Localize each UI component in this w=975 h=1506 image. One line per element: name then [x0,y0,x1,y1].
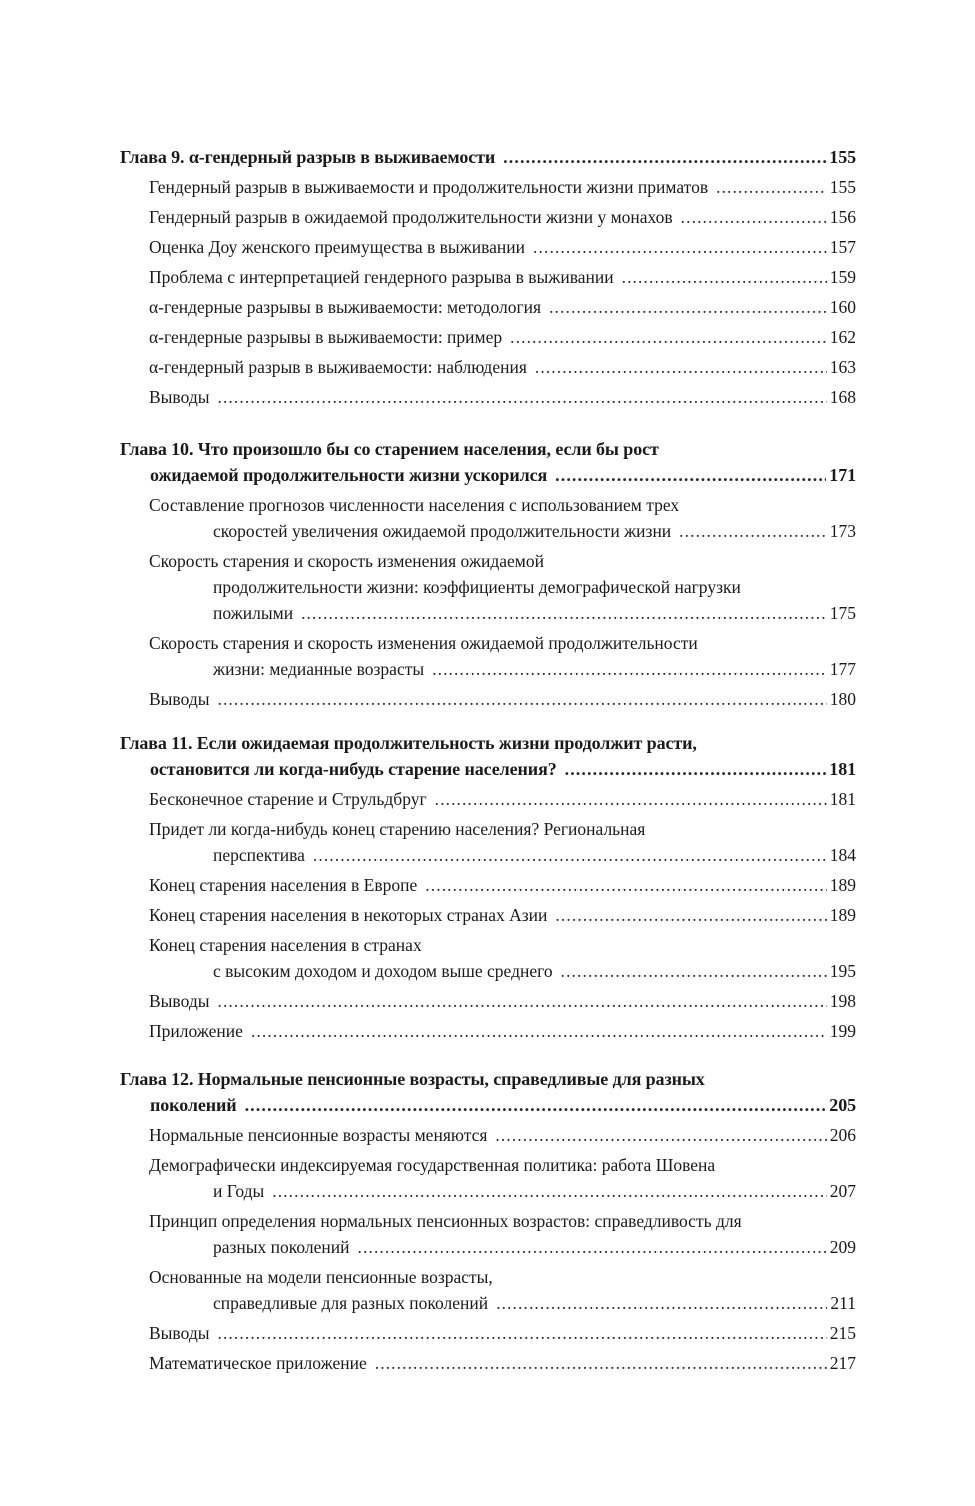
dot-leader [251,1018,827,1044]
page-number: 209 [829,1237,856,1257]
section-entry [120,1208,856,1260]
page-number: 180 [829,689,856,709]
section-title-text: Выводы [149,991,210,1011]
section-title-text: Гендерный разрыв в ожидаемой продолжительности жизни у монахов [149,207,673,227]
dot-leader [679,518,827,544]
section-line [149,1234,856,1260]
page-number: 199 [829,1021,856,1041]
section-entry [120,786,856,812]
section-entry [120,1320,856,1346]
page-number: 155 [829,177,856,197]
section-title-text: Бесконечное старение и Струльдбруг [149,789,427,809]
chapter-title-line [120,436,856,462]
chapter-title-line [120,730,856,756]
dot-leader [622,264,827,290]
dot-leader [495,1122,826,1148]
section-title-text: Конец старения населения в некоторых странах Азии [149,905,548,925]
section-line [149,1178,856,1204]
page-number: 157 [829,237,856,257]
dot-leader [510,324,827,350]
section-title-text: Выводы [149,1323,210,1343]
section-title-text: Конец старения населения в странах [149,935,422,955]
section-line [149,786,856,812]
section-line [149,958,856,984]
dot-leader [496,1290,827,1316]
section-line [149,600,856,626]
dot-leader [245,1092,827,1118]
section-title-text: Составление прогнозов численности населения с использованием трех [149,495,680,515]
dot-leader [272,1178,827,1204]
page-number: 168 [829,387,856,407]
section-line [149,1290,856,1316]
section-title-text: Проблема с интерпретацией гендерного разрыва в выживании [149,267,614,287]
chapter-title-text: Глава 12. Нормальные пенсионные возрасты, справедливые для разных [120,1069,705,1089]
dot-leader [313,842,827,868]
dot-leader [425,872,826,898]
section-title-text: скоростей увеличения ожидаемой продолжительности жизни [213,521,672,541]
section-line [149,656,856,682]
page-number: 173 [829,521,856,541]
section-entry [120,630,856,682]
section-line [149,324,856,350]
chapter-entry [120,436,856,712]
section-entry [120,988,856,1014]
dot-leader [716,174,827,200]
dot-leader [217,686,826,712]
dot-leader [217,988,826,1014]
section-line [149,686,856,712]
dot-leader [561,958,827,984]
section-entry [120,1122,856,1148]
section-title-text: Выводы [149,689,210,709]
page-number: 160 [829,297,856,317]
section-title-text: Демографически индексируемая государственная политика: работа Шовена [149,1155,716,1175]
section-title-text: Конец старения населения в Европе [149,875,418,895]
dot-leader [217,1320,826,1346]
section-title-text: Принцип определения нормальных пенсионных возрастов: справедливость для [149,1211,742,1231]
chapter-entry [120,144,856,410]
section-entry [120,686,856,712]
page-number: 195 [829,961,856,981]
section-line [149,988,856,1014]
section-title-text: перспектива [213,845,305,865]
section-line [149,518,856,544]
section-title-text: Оценка Доу женского преимущества в выживании [149,237,526,257]
section-title-text: Основанные на модели пенсионные возрасты, [149,1267,493,1287]
section-line [149,354,856,380]
section-line [149,630,856,656]
page-number: 181 [829,789,856,809]
section-entry [120,816,856,868]
section-line [149,492,856,518]
section-line [149,1152,856,1178]
dot-leader [375,1350,827,1376]
section-entry [120,354,856,380]
section-title-text: Скорость старения и скорость изменения ожидаемой [149,551,544,571]
dot-leader [535,354,827,380]
section-line [149,294,856,320]
section-entry [120,1350,856,1376]
page-number: 159 [829,267,856,287]
chapter-title-text: ожидаемой продолжительности жизни ускорился [150,465,548,485]
section-entry [120,492,856,544]
chapter-title-text: Глава 10. Что произошло бы со старением населения, если бы рост [120,439,659,459]
dot-leader [358,1234,827,1260]
section-line [149,574,856,600]
chapter-entry [120,730,856,1044]
section-line [149,872,856,898]
section-title-text: с высоким доходом и доходом выше среднего [213,961,553,981]
section-title-text: разных поколений [213,1237,350,1257]
section-title-text: пожилыми [213,603,294,623]
page-number: 217 [829,1353,856,1373]
section-entry [120,1152,856,1204]
section-entry [120,872,856,898]
section-line [149,234,856,260]
section-entry [120,294,856,320]
section-entry [120,234,856,260]
chapter-title-line [120,462,856,488]
page-number: 189 [829,875,856,895]
section-entry [120,204,856,230]
dot-leader [681,204,827,230]
dot-leader [435,786,827,812]
section-title-text: Приложение [149,1021,243,1041]
section-entry [120,548,856,626]
page-number: 155 [829,147,856,167]
section-line [149,1208,856,1234]
section-title-text: справедливые для разных поколений [213,1293,489,1313]
section-title-text: Придет ли когда-нибудь конец старению населения? Региональная [149,819,646,839]
chapter-title-line [120,144,856,170]
section-title-text: Математическое приложение [149,1353,367,1373]
section-line [149,1264,856,1290]
section-line [149,204,856,230]
page-number: 207 [829,1181,856,1201]
section-line [149,1122,856,1148]
chapter-title-text: поколений [150,1095,237,1115]
dot-leader [565,756,827,782]
page-number: 215 [829,1323,856,1343]
section-line [149,816,856,842]
chapter-title-text: Глава 11. Если ожидаемая продолжительность жизни продолжит расти, [120,733,697,753]
section-entry [120,384,856,410]
section-line [149,932,856,958]
section-title-text: α-гендерный разрыв в выживаемости: наблюдения [149,357,527,377]
section-title-text: α-гендерные разрывы в выживаемости: методология [149,297,542,317]
section-title-text: жизни: медианные возрасты [213,659,425,679]
chapter-title-line [120,1066,856,1092]
section-title-text: и Годы [213,1181,265,1201]
section-line [149,902,856,928]
page-number: 171 [829,465,856,485]
page-number: 175 [829,603,856,623]
page-number: 211 [830,1293,856,1313]
page-number: 205 [829,1095,856,1115]
dot-leader [533,234,827,260]
section-entry [120,1018,856,1044]
section-entry [120,902,856,928]
section-line [149,1320,856,1346]
dot-leader [555,902,826,928]
section-line [149,1350,856,1376]
section-title-text: α-гендерные разрывы в выживаемости: пример [149,327,503,347]
section-title-text: Скорость старения и скорость изменения ожидаемой продолжительности [149,633,698,653]
chapter-title-line [120,1092,856,1118]
section-title-text: Выводы [149,387,210,407]
dot-leader [555,462,826,488]
section-line [149,264,856,290]
section-line [149,174,856,200]
page-number: 163 [829,357,856,377]
page-number: 181 [829,759,856,779]
chapter-title-text: Глава 9. α-гендерный разрыв в выживаемости [120,147,496,167]
page-number: 189 [829,905,856,925]
dot-leader [217,384,826,410]
dot-leader [503,144,826,170]
page-number: 206 [829,1125,856,1145]
chapter-entry [120,1066,856,1376]
page-number: 198 [829,991,856,1011]
section-line [149,1018,856,1044]
chapter-title-text: остановится ли когда-нибудь старение населения? [150,759,557,779]
page-number: 162 [829,327,856,347]
section-entry [120,264,856,290]
section-title-text: Гендерный разрыв в выживаемости и продолжительности жизни приматов [149,177,709,197]
section-entry [120,174,856,200]
section-entry [120,324,856,350]
section-entry [120,1264,856,1316]
dot-leader [432,656,827,682]
chapter-title-line [120,756,856,782]
section-line [149,384,856,410]
section-line [149,548,856,574]
page-number: 156 [829,207,856,227]
section-title-text: продолжительности жизни: коэффициенты демографической нагрузки [213,577,741,597]
dot-leader [301,600,827,626]
section-entry [120,932,856,984]
dot-leader [549,294,827,320]
page-number: 177 [829,659,856,679]
page-number: 184 [829,845,856,865]
section-line [149,842,856,868]
section-title-text: Нормальные пенсионные возрасты меняются [149,1125,488,1145]
